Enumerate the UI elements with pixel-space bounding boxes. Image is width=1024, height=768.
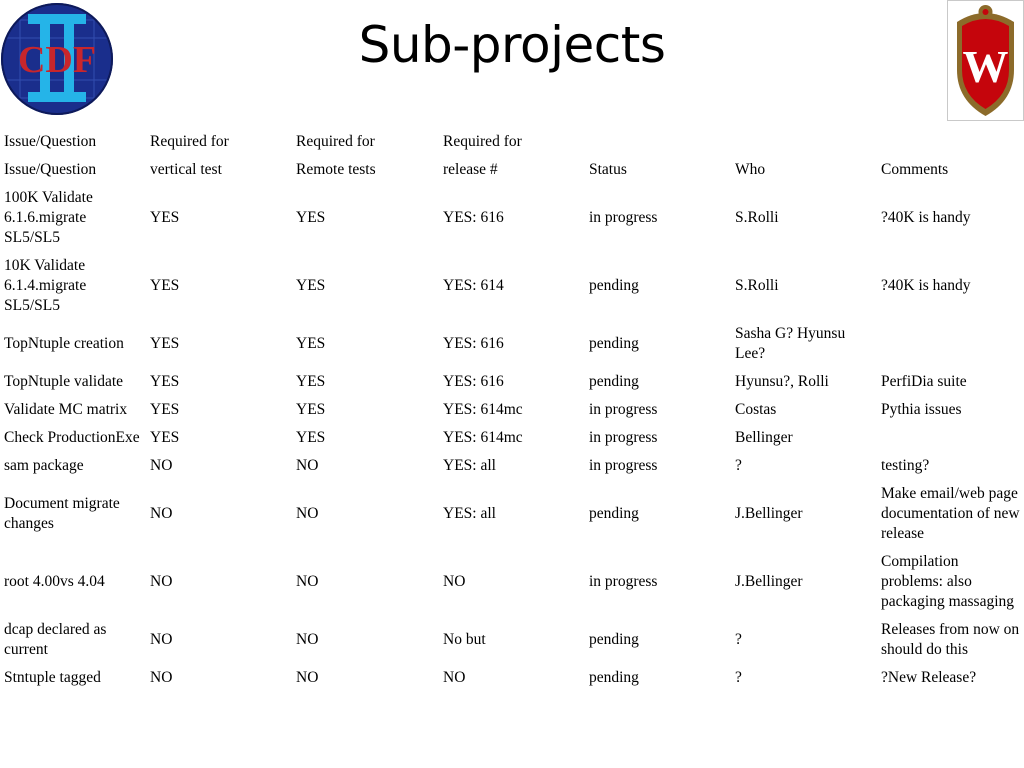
header-cell: vertical test <box>150 161 222 178</box>
cdf-logo <box>0 0 116 118</box>
issue-cell: TopNtuple creation <box>4 335 124 352</box>
header-cell <box>585 128 731 156</box>
vertical-test-cell: NO <box>150 573 173 590</box>
header-cell <box>731 128 877 156</box>
comments-cell <box>877 424 1024 452</box>
release-cell: YES: 614mc <box>443 429 523 446</box>
who-cell: ? <box>735 631 742 648</box>
header-cell: Remote tests <box>296 161 376 178</box>
release-cell: YES: all <box>443 457 496 474</box>
vertical-test-cell: YES <box>150 401 180 418</box>
release-cell: YES: all <box>443 505 496 522</box>
status-cell: in progress <box>589 573 658 590</box>
vertical-test-cell: NO <box>150 505 173 522</box>
table-row <box>0 424 1024 452</box>
comments-cell: Make email/web page documentation of new release <box>881 485 1020 542</box>
vertical-test-cell: YES <box>150 277 180 294</box>
vertical-test-cell: YES <box>150 373 180 390</box>
status-cell: pending <box>589 277 639 294</box>
table-row <box>0 368 1024 396</box>
release-cell: YES: 614 <box>443 277 504 294</box>
who-cell: Bellinger <box>735 429 793 446</box>
header-cell: Issue/Question <box>4 133 97 150</box>
table-row <box>0 396 1024 424</box>
cdf-logo-text: CDF <box>17 39 97 81</box>
who-cell: Costas <box>735 401 777 418</box>
table-header-row-2 <box>0 156 1024 184</box>
table-row <box>0 548 1024 616</box>
comments-cell: ?40K is handy <box>881 277 971 294</box>
vertical-test-cell: YES <box>150 209 180 226</box>
comments-cell: ?40K is handy <box>881 209 971 226</box>
header-cell: Status <box>589 161 627 178</box>
release-cell: YES: 616 <box>443 373 504 390</box>
issue-cell: TopNtuple validate <box>4 373 124 390</box>
issue-cell: Document migrate changes <box>4 495 120 532</box>
vertical-test-cell: YES <box>150 429 180 446</box>
header-cell: Issue/Question <box>4 161 97 178</box>
release-cell: YES: 614mc <box>443 401 523 418</box>
issue-cell: 100K Validate 6.1.6.migrate SL5/SL5 <box>4 189 93 246</box>
issue-cell: sam package <box>4 457 84 474</box>
status-cell: pending <box>589 335 639 352</box>
table-header-row-1 <box>0 128 1024 156</box>
table-row <box>0 480 1024 548</box>
vertical-test-cell: NO <box>150 631 173 648</box>
status-cell: pending <box>589 373 639 390</box>
issue-cell: root 4.00vs 4.04 <box>4 573 105 590</box>
who-cell: J.Bellinger <box>735 573 803 590</box>
remote-tests-cell: NO <box>296 631 319 648</box>
header-cell <box>877 128 1024 156</box>
status-cell: in progress <box>589 429 658 446</box>
who-cell: Sasha G? Hyunsu Lee? <box>735 325 846 362</box>
header-cell: release # <box>443 161 498 178</box>
release-cell: No but <box>443 631 486 648</box>
remote-tests-cell: YES <box>296 277 326 294</box>
slide-title: Sub-projects <box>358 16 666 74</box>
table-row <box>0 252 1024 320</box>
remote-tests-cell: YES <box>296 373 326 390</box>
issue-cell: Stntuple tagged <box>4 669 101 686</box>
status-cell: pending <box>589 631 639 648</box>
comments-cell: Releases from now on should do this <box>881 621 1020 658</box>
remote-tests-cell: NO <box>296 505 319 522</box>
who-cell: J.Bellinger <box>735 505 803 522</box>
header-cell: Comments <box>881 161 949 178</box>
comments-cell: ?New Release? <box>881 669 977 686</box>
release-cell: YES: 616 <box>443 335 504 352</box>
who-cell: ? <box>735 669 742 686</box>
header-cell: Who <box>735 161 766 178</box>
header-cell: Required for <box>150 133 229 150</box>
remote-tests-cell: YES <box>296 209 326 226</box>
header-cell: Required for <box>443 133 522 150</box>
comments-cell <box>877 320 1024 368</box>
status-cell: pending <box>589 505 639 522</box>
status-cell: in progress <box>589 457 658 474</box>
header-cell: Required for <box>296 133 375 150</box>
issue-cell: 10K Validate 6.1.4.migrate SL5/SL5 <box>4 257 87 314</box>
table-row <box>0 664 1024 692</box>
table-row <box>0 320 1024 368</box>
who-cell: Hyunsu?, Rolli <box>735 373 829 390</box>
vertical-test-cell: YES <box>150 335 180 352</box>
release-cell: YES: 616 <box>443 209 504 226</box>
table-row <box>0 452 1024 480</box>
status-cell: in progress <box>589 209 658 226</box>
subprojects-table <box>0 128 1024 692</box>
issue-cell: Check ProductionExe <box>4 429 140 446</box>
vertical-test-cell: NO <box>150 669 173 686</box>
comments-cell: PerfiDia suite <box>881 373 967 390</box>
status-cell: pending <box>589 669 639 686</box>
release-cell: NO <box>443 669 466 686</box>
remote-tests-cell: NO <box>296 573 319 590</box>
comments-cell: Pythia issues <box>881 401 962 418</box>
status-cell: in progress <box>589 401 658 418</box>
who-cell: ? <box>735 457 742 474</box>
table-row <box>0 184 1024 252</box>
release-cell: NO <box>443 573 466 590</box>
issue-cell: Validate MC matrix <box>4 401 128 418</box>
who-cell: S.Rolli <box>735 277 779 294</box>
comments-cell: Compilation problems: also packaging massaging <box>881 553 1015 610</box>
vertical-test-cell: NO <box>150 457 173 474</box>
uw-crest-logo <box>947 0 1024 121</box>
comments-cell: testing? <box>881 457 930 474</box>
remote-tests-cell: NO <box>296 457 319 474</box>
issue-cell: dcap declared as current <box>4 621 107 658</box>
remote-tests-cell: YES <box>296 335 326 352</box>
remote-tests-cell: YES <box>296 429 326 446</box>
remote-tests-cell: NO <box>296 669 319 686</box>
table-row <box>0 616 1024 664</box>
uw-crest-letter: W <box>962 41 1009 92</box>
who-cell: S.Rolli <box>735 209 779 226</box>
remote-tests-cell: YES <box>296 401 326 418</box>
